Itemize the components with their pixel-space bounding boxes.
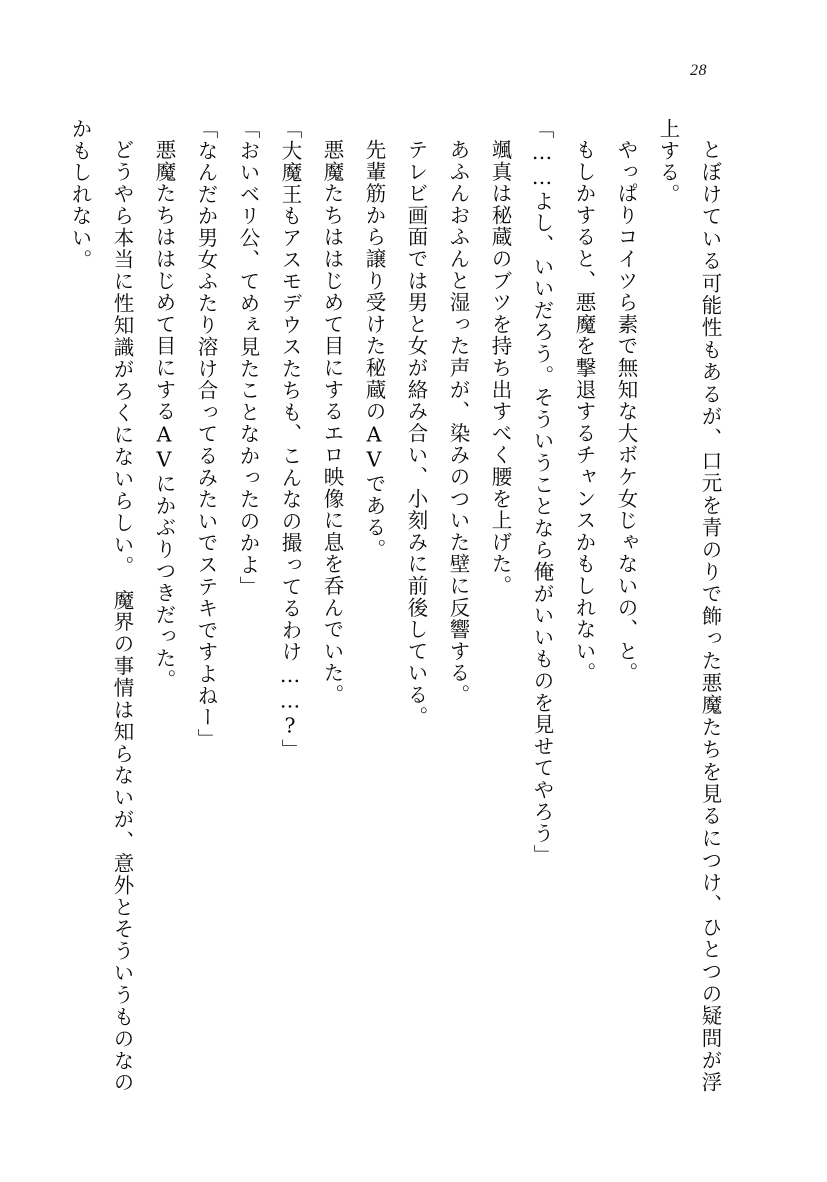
paragraph: やっぱりコイツら素で無知な大ボケ女じゃないの、と。 xyxy=(614,138,638,684)
paragraph-dialogue: 「大魔王もアスモデウスたちも、こんなの撮ってるわけ……?」 xyxy=(278,118,302,761)
paragraph: テレビ画面では男と女が絡み合い、小刻みに前後している。 xyxy=(404,138,428,728)
paragraph: とぼけている可能性もあるが、口元を青のりで飾った悪魔たちを見るにつけ、ひとつの疑問が浮上する。 xyxy=(656,118,722,1093)
paragraph-dialogue: 「なんだか男女ふたり溶け合ってるみたいでステキですよねー」 xyxy=(194,118,218,751)
paragraph: 先輩筋から譲り受けた秘蔵のAVである。 xyxy=(362,138,386,560)
paragraph: 悪魔たちははじめて目にするAVにかぶりつきだった。 xyxy=(152,138,176,691)
page-number: 28 xyxy=(690,62,707,79)
paragraph: どうやら本当に性知識がろくにないらしい。 魔界の事情は知らないが、意外とそういうものなのかもしれない。 xyxy=(68,118,134,1093)
body-text-block xyxy=(68,118,731,1093)
paragraph: もしかすると、悪魔を撃退するチャンスかもしれない。 xyxy=(572,138,596,684)
paragraph: あふんおふんと湿った声が、染みのついた壁に反響する。 xyxy=(446,138,470,706)
paragraph-dialogue: 「……よし、いいだろう。そういうことなら俺がいいものを見せてやろう」 xyxy=(530,118,554,867)
paragraph-dialogue: 「おいベリ公、てめぇ見たことなかったのかよ」 xyxy=(236,118,260,598)
paragraph: 颯真は秘蔵のブツを持ち出すべく腰を上げた。 xyxy=(488,138,512,597)
paragraph: 悪魔たちははじめて目にするエロ映像に息を呑んでいた。 xyxy=(320,138,344,706)
